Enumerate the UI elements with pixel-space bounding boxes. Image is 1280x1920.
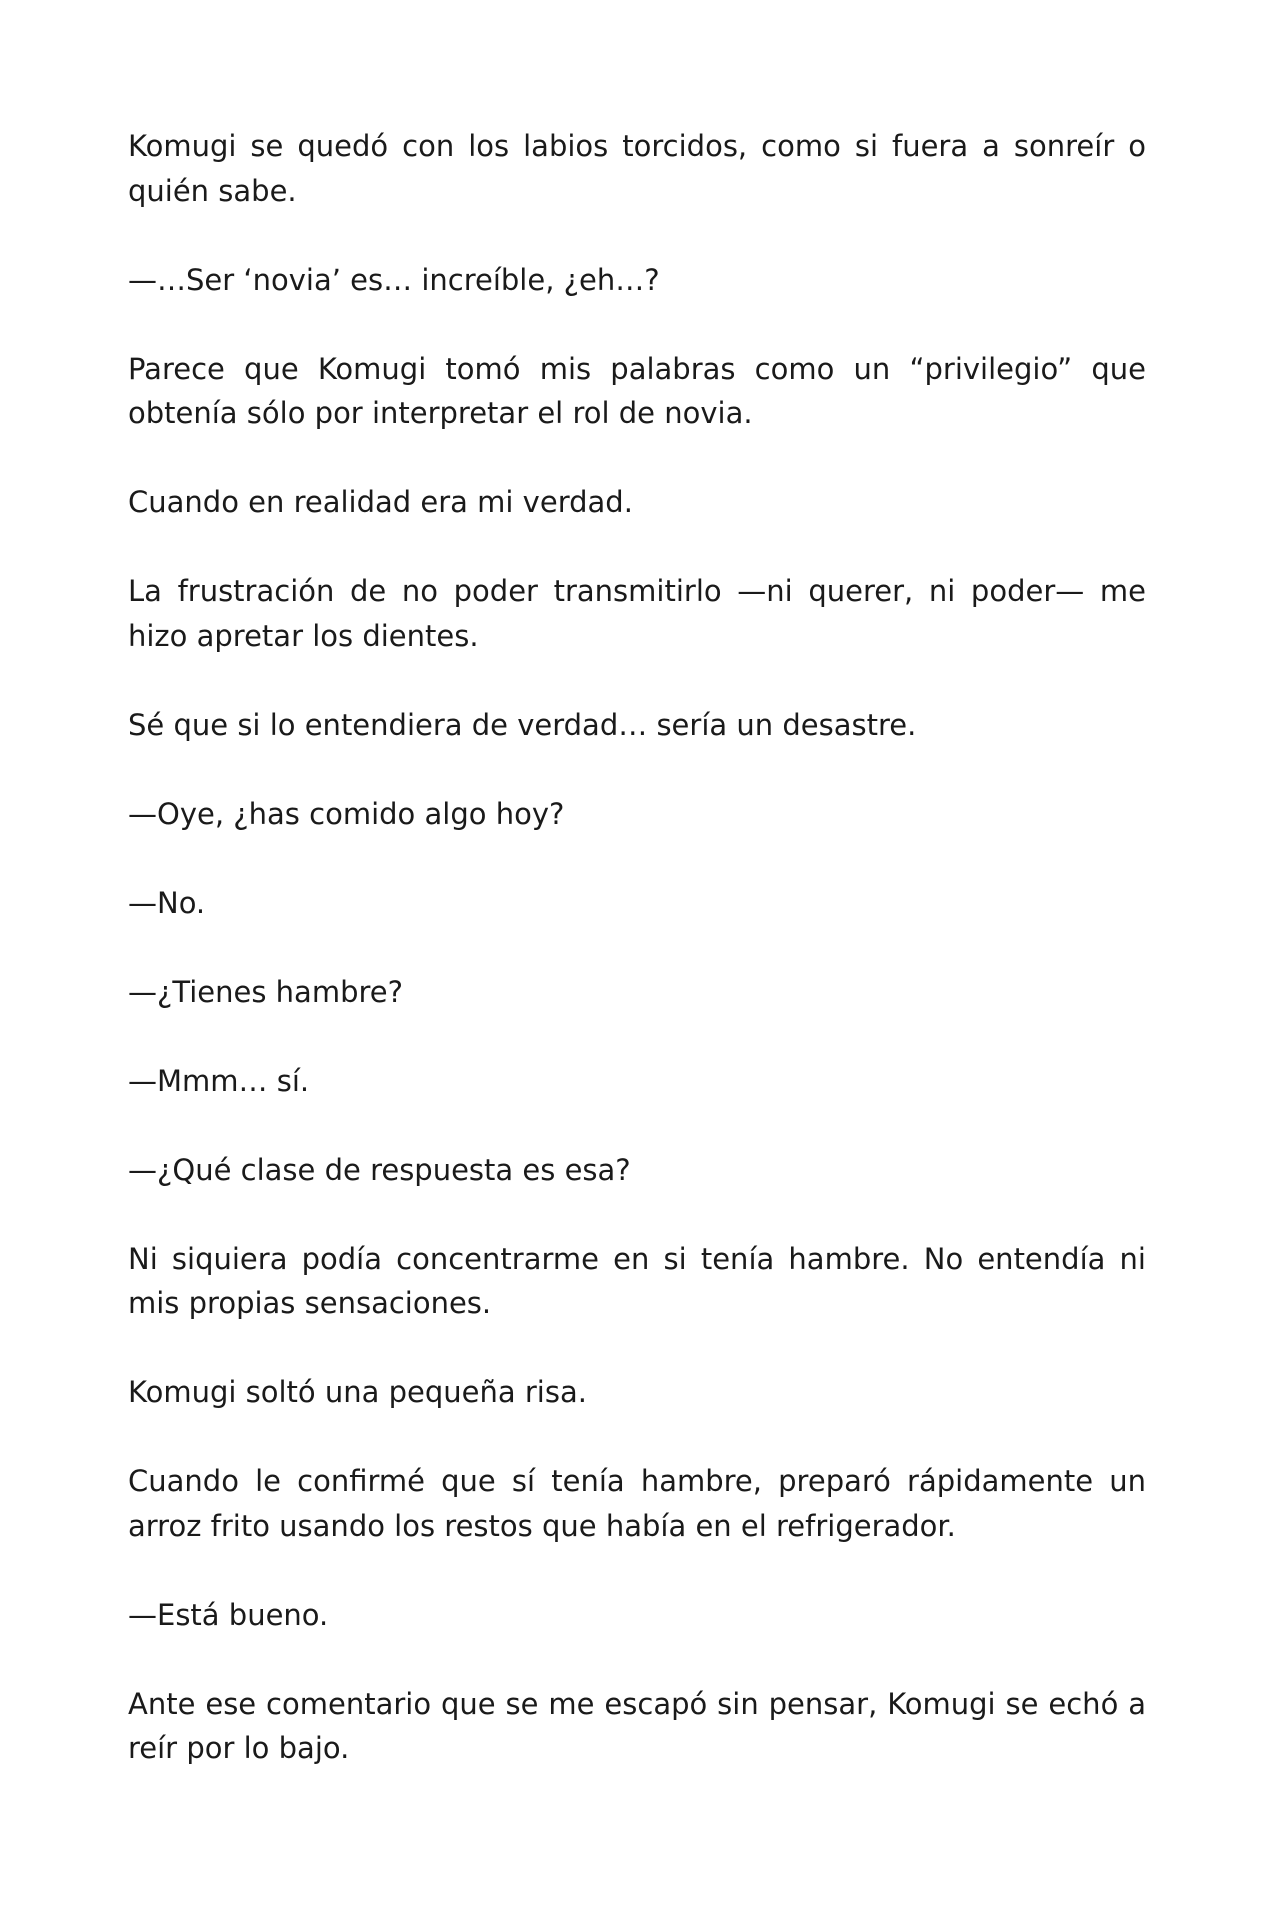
paragraph: Cuando en realidad era mi verdad. (128, 485, 633, 519)
paragraph: Komugi se quedó con los labios torcidos, como si fuera a sonreír o quién sabe. (128, 129, 1146, 208)
paragraph: —Está bueno. (128, 1597, 329, 1632)
paragraph: —No. (128, 885, 206, 920)
paragraph: Sé que si lo entendiera de verdad… sería un desastre. (128, 707, 917, 742)
document-page (128, 124, 1146, 1815)
paragraph: Cuando le confirmé que sí tenía hambre, preparó rápidamente un arroz frito usando los restos que había en el refrigerador. (128, 1464, 1146, 1543)
paragraph: Parece que Komugi tomó mis palabras como un “privilegio” que obtenía sólo por interpretar el rol de novia. (128, 351, 1146, 430)
paragraph: —Oye, ¿has comido algo hoy? (128, 796, 565, 831)
paragraph: —Mmm… sí. (128, 1063, 310, 1098)
paragraph: Ni siquiera podía concentrarme en si tenía hambre. No entendía ni mis propias sensaciones. (128, 1241, 1146, 1320)
paragraph: —¿Tienes hambre? (128, 974, 403, 1009)
paragraph: La frustración de no poder transmitirlo —ni querer, ni poder— me hizo apretar los dientes. (128, 574, 1146, 653)
paragraph: —…Ser ‘novia’ es… increíble, ¿eh…? (128, 262, 660, 297)
paragraph: Ante ese comentario que se me escapó sin pensar, Komugi se echó a reír por lo bajo. (128, 1686, 1146, 1765)
paragraph: Komugi soltó una pequeña risa. (128, 1375, 587, 1409)
paragraph: —¿Qué clase de respuesta es esa? (128, 1152, 631, 1187)
